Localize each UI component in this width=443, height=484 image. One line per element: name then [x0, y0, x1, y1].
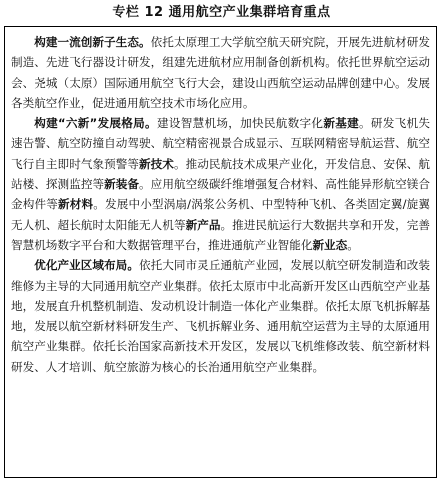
paragraph-six-new — [11, 113, 430, 255]
bold-phrase: 优化产业区域布局。 — [34, 258, 139, 273]
body-text: 。推进民航运行大数据共享和开发，完善智慧机场数字平台和大数据管理平台，推进通航产业智能化 — [11, 217, 430, 252]
column-box — [4, 26, 437, 478]
bold-phrase: 构建“六新”发展格局。 — [34, 116, 157, 131]
bold-phrase: 构建一流创新子生态。 — [34, 35, 151, 49]
body-text: 。研发飞机失速告警、航空防撞自动驾驶、航空精密视景合成显示、互联网精密导航运营、航空飞行自主即时气象预警等 — [11, 116, 430, 171]
body-text: 。 — [347, 237, 359, 252]
bold-phrase: 新产品 — [185, 217, 221, 232]
bold-phrase: 新业态 — [312, 237, 348, 252]
paragraph-innovation — [11, 32, 430, 113]
bold-phrase: 新材料 — [57, 197, 94, 212]
body-text: 。发展中小型涡扇/涡浆公务机、中型特种飞机、各类固定翼/旋翼无人机、超长航时太阳能无人机等 — [11, 197, 430, 232]
body-text: 。推动民航技术成果产业化，开发信息、安保、航站楼、探测监控等 — [11, 156, 430, 192]
body-text: 建设智慧机场，加快民航数字化 — [156, 116, 324, 131]
body-text: 。应用航空级碳纤维增强复合材料、高性能异形航空镁合金构件等 — [11, 177, 430, 212]
bold-phrase: 新技术 — [139, 156, 174, 171]
paragraph-regional-layout — [11, 255, 430, 377]
bold-phrase: 新基建 — [323, 116, 359, 131]
body-text: 依托大同市灵丘通航产业园，发展以航空研发制造和改装维修为主导的大同通用航空产业集群。依托太原市中北高新开发区山西航空产业基地，发展直升机整机制造、发动机设计制造一体化产业集群。依托太原飞机拆解基地，发展以航空新材料研发生产、飞机拆解业务、通用航空运营为主导的太原通用航空产业集群。依托长治国家高新技术开发区，发展以飞机维修改装、航空新材料研发、人才培训、航空旅游为核心的长治通用航空产业集群。 — [11, 258, 430, 374]
bold-phrase: 新装备 — [104, 177, 140, 192]
body-text: 依托太原理工大学航空航天研究院，开展先进航材研发制造、先进飞行器设计研发，组建先进航材应用制备创新机构。依托世界航空运动会、尧城（太原）国际通用航空飞行大会，建设山西航空运动品牌创建中心。发展各类航空作业，促进通用航空技术市场化应用。 — [11, 35, 430, 110]
column-caption: 专栏 12 通用航空产业集群培育重点 — [112, 5, 331, 20]
